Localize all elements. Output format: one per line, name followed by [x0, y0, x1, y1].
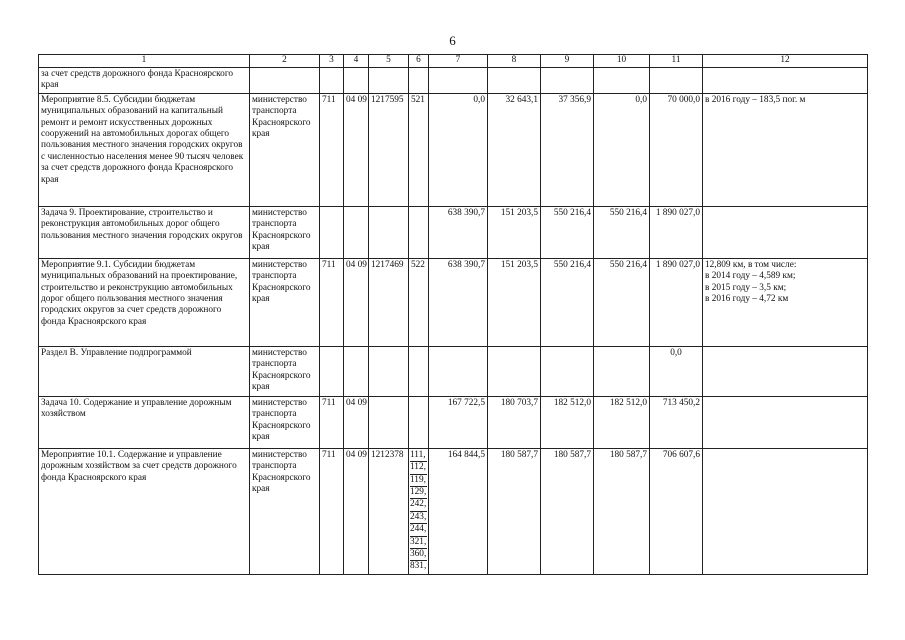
expected-result: [703, 396, 868, 448]
amount-total: 0,0: [650, 346, 703, 396]
amount-col7: [429, 68, 488, 94]
row-description: Мероприятие 8.5. Субсидии бюджетам муниципальных образований на капитальный ремонт и ремонт искусственных дорожных сооружений на автомобильных дорогах общего пользования местного значения городских округов с численностью населения менее 90 тысяч человек за счет средств дорожного фонда Красноярского края: [39, 93, 250, 206]
expense-code: 831,: [410, 561, 427, 572]
result-line: в 2015 году – 3,5 км;: [705, 282, 787, 293]
responsible-agency: министерство транспорта Красноярского края: [250, 258, 320, 346]
result-line: 12,809 км, в том числе:: [705, 259, 797, 270]
amount-col8: 180 703,7: [488, 396, 541, 448]
column-header: 12: [703, 55, 868, 68]
code-target: 1217595: [369, 93, 409, 206]
amount-col8: [488, 346, 541, 396]
expense-code: 321,: [410, 537, 427, 549]
code-expense: [409, 68, 429, 94]
code-section: [344, 206, 369, 258]
responsible-agency: министерство транспорта Красноярского края: [250, 448, 320, 574]
table-row: [39, 448, 868, 574]
expense-code: 243,: [410, 512, 427, 524]
amount-total: 713 450,2: [650, 396, 703, 448]
code-target: [369, 68, 409, 94]
expected-result: в 2016 году – 183,5 пог. м: [703, 93, 868, 206]
code-target: [369, 396, 409, 448]
code-section: 04 09: [344, 448, 369, 574]
column-header: 6: [409, 55, 429, 68]
amount-col9: 37 356,9: [541, 93, 594, 206]
expected-result: [703, 68, 868, 94]
amount-col8: 180 587,7: [488, 448, 541, 574]
code-target: [369, 346, 409, 396]
column-number-row: [39, 55, 868, 68]
budget-table: [38, 54, 868, 575]
expense-code: 129,: [410, 487, 427, 499]
amount-col7: 167 722,5: [429, 396, 488, 448]
expense-code: 119,: [410, 475, 427, 487]
amount-col7: 0,0: [429, 93, 488, 206]
code-target: [369, 206, 409, 258]
code-expense: [409, 206, 429, 258]
column-header: 10: [594, 55, 650, 68]
table-row: [39, 206, 868, 258]
column-header: 7: [429, 55, 488, 68]
responsible-agency: министерство транспорта Красноярского края: [250, 93, 320, 206]
row-description: за счет средств дорожного фонда Красноярского края: [39, 68, 250, 94]
amount-col7: 638 390,7: [429, 258, 488, 346]
code-section: [344, 68, 369, 94]
amount-total: 1 890 027,0: [650, 206, 703, 258]
row-description: Мероприятие 10.1. Содержание и управление дорожным хозяйством за счет средств дорожного фонда Красноярского края: [39, 448, 250, 574]
code-grbs: 711: [320, 396, 344, 448]
column-header: 9: [541, 55, 594, 68]
responsible-agency: министерство транспорта Красноярского края: [250, 396, 320, 448]
code-grbs: 711: [320, 448, 344, 574]
row-description: Задача 9. Проектирование, строительство и реконструкция автомобильных дорог общего пользования местного значения городских округов: [39, 206, 250, 258]
code-expense: 521: [409, 93, 429, 206]
amount-total: 70 000,0: [650, 93, 703, 206]
responsible-agency: министерство транспорта Красноярского края: [250, 346, 320, 396]
expected-result: [703, 206, 868, 258]
table-row: [39, 346, 868, 396]
amount-col10: 550 216,4: [594, 258, 650, 346]
column-header: 3: [320, 55, 344, 68]
expected-result: [703, 346, 868, 396]
code-expense: 522: [409, 258, 429, 346]
column-header: 2: [250, 55, 320, 68]
code-expense: [409, 396, 429, 448]
expected-result: [703, 258, 868, 346]
amount-col9: 180 587,7: [541, 448, 594, 574]
amount-col9: [541, 346, 594, 396]
amount-total: 706 607,6: [650, 448, 703, 574]
amount-col9: 550 216,4: [541, 206, 594, 258]
table-row: [39, 396, 868, 448]
amount-col10: [594, 346, 650, 396]
expense-code: 242,: [410, 499, 427, 511]
code-grbs: [320, 68, 344, 94]
responsible-agency: министерство транспорта Красноярского края: [250, 206, 320, 258]
amount-col8: 151 203,5: [488, 258, 541, 346]
amount-col8: 151 203,5: [488, 206, 541, 258]
amount-total: [650, 68, 703, 94]
code-target: 1212378: [369, 448, 409, 574]
row-description: Мероприятие 9.1. Субсидии бюджетам муниципальных образований на проектирование, строительство и реконструкцию автомобильных дорог общего пользования местного значения городских округов за счет средств дорожного фонда Красноярского края: [39, 258, 250, 346]
amount-col10: 0,0: [594, 93, 650, 206]
amount-col8: 32 643,1: [488, 93, 541, 206]
responsible-agency: [250, 68, 320, 94]
column-header: 5: [369, 55, 409, 68]
amount-col9: [541, 68, 594, 94]
expense-code: 112,: [410, 462, 427, 474]
page-number: 6: [449, 33, 456, 48]
amount-col9: 550 216,4: [541, 258, 594, 346]
code-grbs: 711: [320, 258, 344, 346]
table-row: [39, 93, 868, 206]
code-expense-list: [409, 448, 429, 574]
column-header: 11: [650, 55, 703, 68]
code-grbs: [320, 206, 344, 258]
code-section: [344, 346, 369, 396]
amount-col7: 638 390,7: [429, 206, 488, 258]
amount-col10: 550 216,4: [594, 206, 650, 258]
code-target: 1217469: [369, 258, 409, 346]
expense-code: 111,: [410, 450, 427, 462]
expense-code: 360,: [410, 549, 427, 561]
code-grbs: 711: [320, 93, 344, 206]
result-line: в 2016 году – 4,72 км: [705, 294, 789, 305]
result-line: в 2014 году – 4,589 км;: [705, 271, 796, 282]
row-description: Раздел В. Управление подпрограммой: [39, 346, 250, 396]
code-section: 04 09: [344, 258, 369, 346]
table-row: [39, 68, 868, 94]
code-grbs: [320, 346, 344, 396]
expected-result: [703, 448, 868, 574]
code-section: 04 09: [344, 93, 369, 206]
amount-col10: 180 587,7: [594, 448, 650, 574]
amount-col10: 182 512,0: [594, 396, 650, 448]
amount-col7: [429, 346, 488, 396]
amount-col10: [594, 68, 650, 94]
code-section: 04 09: [344, 396, 369, 448]
amount-col7: 164 844,5: [429, 448, 488, 574]
amount-col9: 182 512,0: [541, 396, 594, 448]
code-expense: [409, 346, 429, 396]
column-header: 8: [488, 55, 541, 68]
expense-code: 244,: [410, 524, 427, 536]
table-row: [39, 258, 868, 346]
amount-col8: [488, 68, 541, 94]
amount-total: 1 890 027,0: [650, 258, 703, 346]
column-header: 4: [344, 55, 369, 68]
column-header: 1: [39, 55, 250, 68]
row-description: Задача 10. Содержание и управление дорожным хозяйством: [39, 396, 250, 448]
